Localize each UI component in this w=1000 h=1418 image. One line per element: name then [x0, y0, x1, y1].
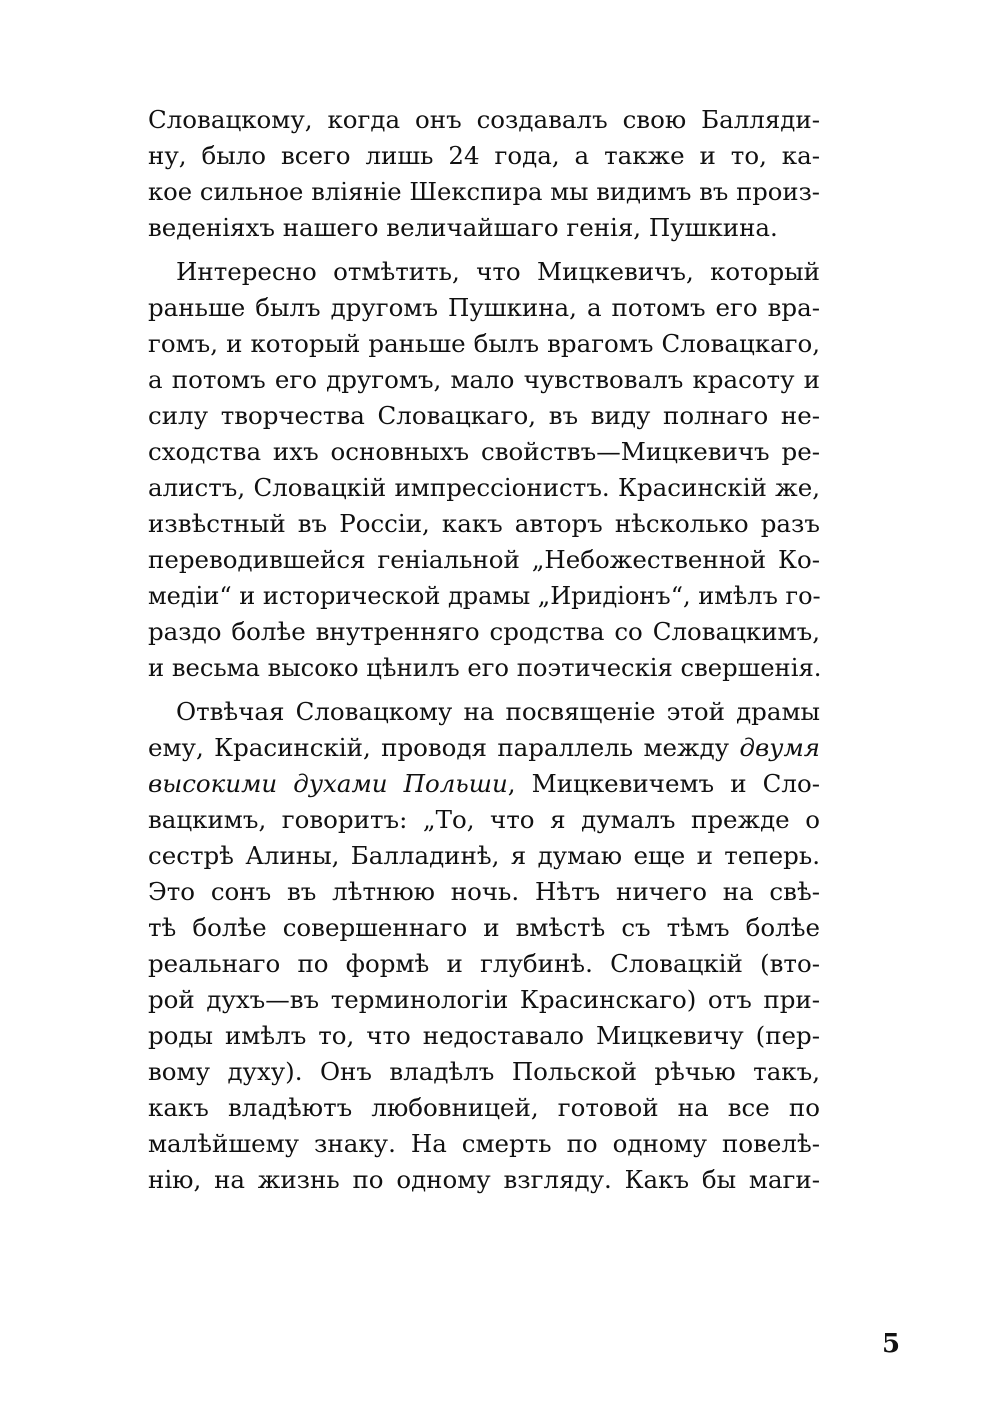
text-line [148, 838, 820, 874]
page-number: 5 [882, 1329, 901, 1359]
text-line: гомъ, и который раньше былъ врагомъ Словацкаго, [148, 329, 820, 358]
text-run: тѣ болѣе совершеннаго и вмѣстѣ съ тѣмъ болѣе [148, 913, 820, 942]
text-line: веденіяхъ нашего величайшаго генія, Пушкина. [148, 213, 778, 242]
text-line [148, 982, 820, 1018]
text-line: сходства ихъ основныхъ свойствъ—Мицкевичъ ре- [148, 437, 820, 466]
text-line: Словацкому, когда онъ создавалъ свою Балляди- [148, 105, 820, 134]
text-line: а потомъ его другомъ, мало чувствовалъ красоту и [148, 365, 820, 394]
text-line [148, 1054, 820, 1090]
paragraph-3 [148, 694, 820, 1198]
text-line [148, 946, 820, 982]
text-run: Это сонъ въ лѣтнюю ночь. Нѣтъ ничего на свѣ- [148, 877, 820, 906]
text-line [148, 1090, 820, 1126]
text-run: вому духу). Онъ владѣлъ Польской рѣчью такъ, [148, 1057, 820, 1086]
text-run: , Мицкевичемъ и Сло- [507, 769, 821, 798]
text-line: медіи“ и исторической драмы „Иридіонъ“, имѣлъ го- [148, 582, 821, 610]
text-line: раздо болѣе внутренняго сродства со Словацкимъ, [148, 617, 820, 646]
text-line [148, 766, 820, 802]
text-run: реальнаго по формѣ и глубинѣ. Словацкій (вто- [148, 949, 820, 978]
text-line: ну, было всего лишь 24 года, а также и то, ка- [148, 141, 820, 170]
text-line: переводившейся геніальной „Небожественной Ко- [148, 545, 820, 574]
text-run: сестрѣ Алины, Балладинѣ, я думаю еще и теперь. [148, 841, 820, 870]
text-line [148, 874, 820, 910]
paragraph-2 [148, 254, 820, 686]
text-line: алистъ, Словацкій импрессіонистъ. Красинскій же, [148, 473, 820, 502]
text-line [148, 802, 820, 838]
text-line [148, 694, 820, 730]
paragraph-1 [148, 102, 820, 246]
text-line [148, 730, 820, 766]
body-text [148, 102, 820, 1198]
text-run: ему, Красинскій, проводя параллель между [148, 733, 740, 762]
text-run: нію, на жизнь по одному взгляду. Какъ бы маги- [148, 1165, 820, 1194]
text-line: силу творчества Словацкаго, въ виду полнаго не- [148, 401, 820, 430]
text-run: какъ владѣютъ любовницей, готовой на все по [148, 1093, 820, 1122]
italic-run: двумя [739, 733, 820, 762]
text-line: извѣстный въ Россіи, какъ авторъ нѣсколько разъ [148, 509, 820, 538]
text-line: кое сильное вліяніе Шекспира мы видимъ въ произ- [148, 177, 820, 206]
text-line: раньше былъ другомъ Пушкина, а потомъ его вра- [148, 293, 820, 322]
text-run: роды имѣлъ то, что недоставало Мицкевичу (пер- [148, 1021, 820, 1050]
text-run: малѣйшему знаку. На смерть по одному повелѣ- [148, 1129, 820, 1158]
text-line: и весьма высоко цѣнилъ его поэтическія свершенія. [148, 653, 822, 682]
text-line [148, 1018, 820, 1054]
text-line [148, 1126, 820, 1162]
text-line [148, 910, 820, 946]
text-run: рой духъ—въ терминологіи Красинскаго) отъ при- [148, 985, 820, 1014]
text-run: вацкимъ, говоритъ: „То, что я думалъ прежде о [148, 805, 820, 834]
text-line: Интересно отмѣтить, что Мицкевичъ, который [176, 257, 820, 286]
text-line [148, 1162, 820, 1198]
italic-run: высокими духами Польши [148, 769, 508, 798]
text-run: Отвѣчая Словацкому на посвященіе этой драмы [176, 697, 820, 726]
